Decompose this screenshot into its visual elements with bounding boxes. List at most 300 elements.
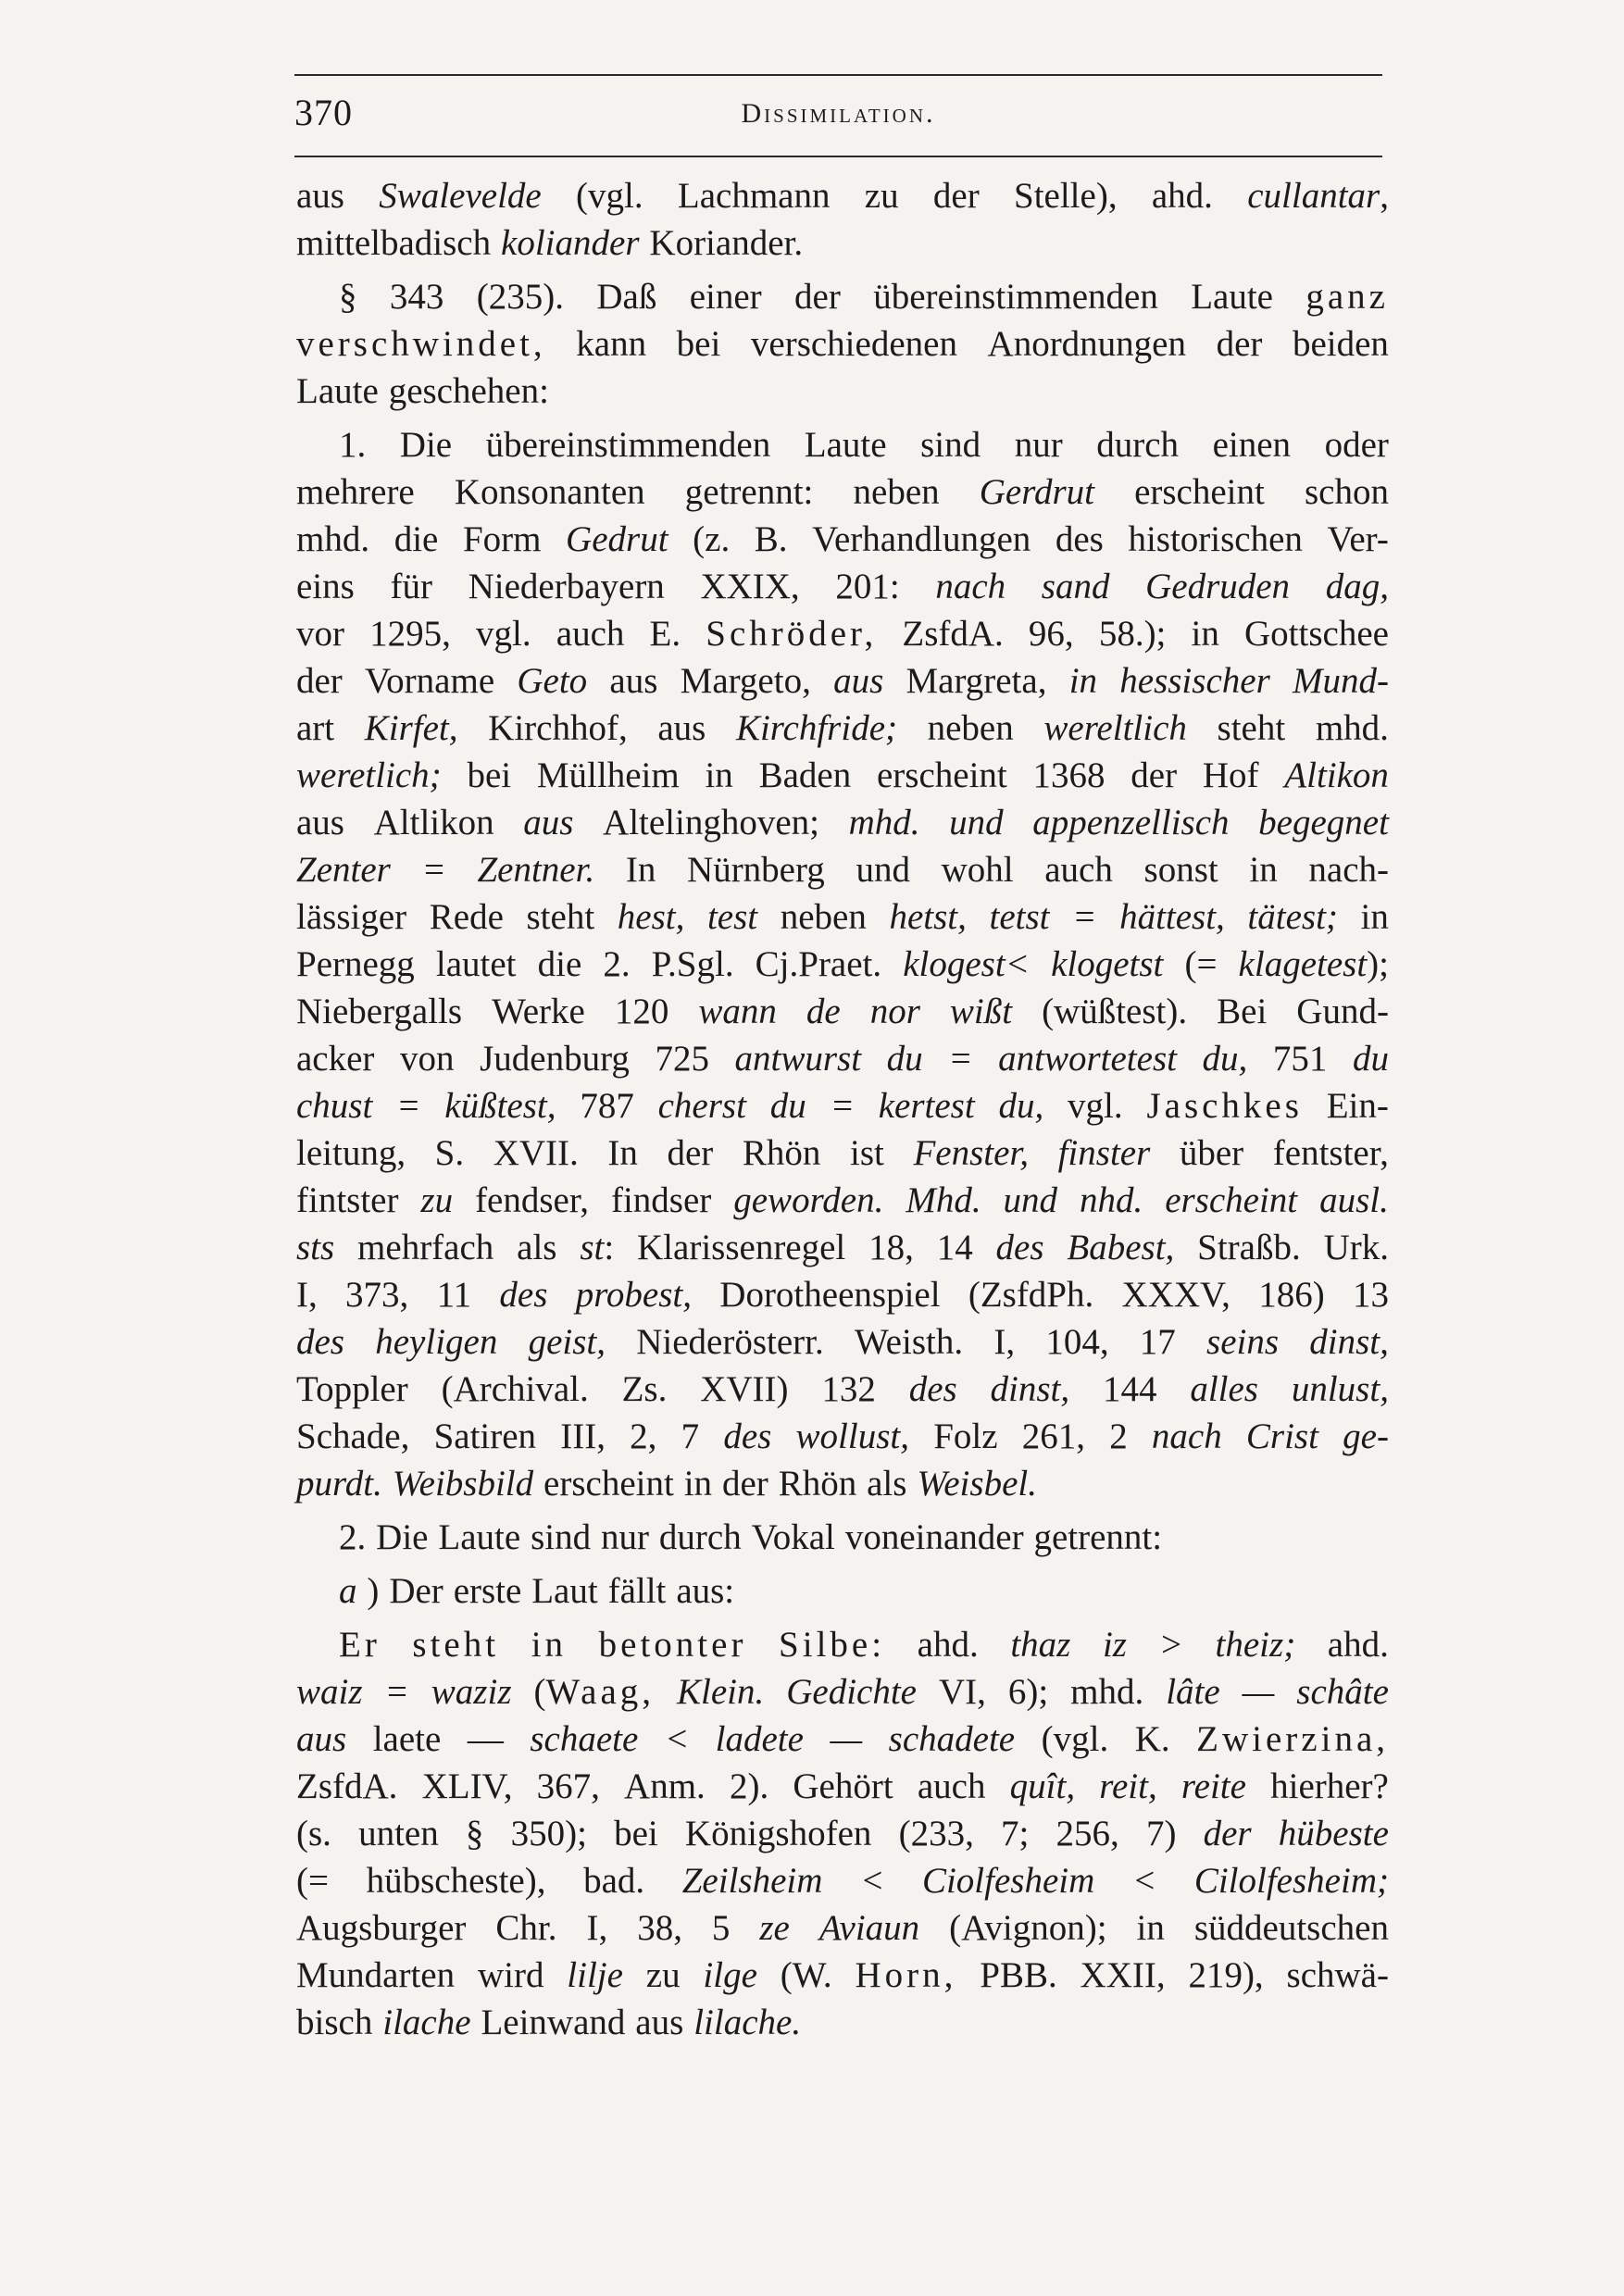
word: bei (467, 755, 512, 795)
word: Leinwand (481, 2003, 626, 2042)
word: iz (1102, 1625, 1127, 1665)
text-line (296, 1366, 1389, 1413)
word: des (908, 1369, 957, 1409)
word: Klein. (677, 1672, 765, 1712)
word: 14 (936, 1228, 973, 1267)
word: E. (649, 614, 681, 654)
word: Straßb. (1197, 1228, 1301, 1267)
word: Mhd. (906, 1180, 981, 1220)
word: bisch (296, 2003, 373, 2042)
word: nhd. (1079, 1180, 1143, 1220)
word: < (860, 1861, 885, 1901)
word: des (1055, 519, 1104, 559)
word: neben (927, 708, 1014, 748)
word: aus (609, 661, 658, 701)
word: neben (780, 897, 867, 937)
text-line (296, 1621, 1389, 1668)
word: ahd. (1151, 176, 1213, 216)
word: 38, (637, 1908, 682, 1948)
word: 186) (1258, 1275, 1325, 1315)
word: XXII, (1080, 1955, 1166, 1995)
body-text (296, 172, 1389, 2046)
word: erscheint (1165, 1180, 1298, 1220)
word: schwä- (1286, 1955, 1389, 1995)
word: st: (580, 1228, 615, 1267)
word: süddeutschen (1193, 1908, 1389, 1948)
word: 1295, (369, 614, 451, 654)
word: des (995, 1228, 1044, 1267)
word: auch (556, 614, 625, 654)
word: sind (531, 1517, 592, 1557)
word: über (1179, 1133, 1244, 1173)
word: 219), (1188, 1955, 1264, 1995)
word: tetst (989, 897, 1050, 937)
word: waiz (296, 1672, 363, 1712)
word: getrennt: (684, 472, 814, 512)
word: wereltlich (1043, 708, 1187, 748)
word: ZsfdA. (902, 614, 1004, 654)
word: 787 (580, 1086, 634, 1126)
text-line (296, 988, 1389, 1035)
word: der (794, 277, 841, 317)
word: Hof (1202, 755, 1259, 795)
text-line (296, 846, 1389, 893)
word: die (394, 519, 439, 559)
word: 2 (1109, 1416, 1128, 1456)
word: findser (610, 1180, 712, 1220)
word: de (806, 992, 841, 1031)
word: laete (372, 1719, 442, 1759)
text-line (296, 219, 1389, 267)
word: Ciolfesheim (921, 1861, 1095, 1901)
text-line (296, 1224, 1389, 1271)
word: 2). (729, 1766, 769, 1806)
word: wird (477, 1955, 544, 1995)
word: oder (1324, 425, 1389, 465)
word: Weibsbild (392, 1464, 534, 1504)
word: ist (849, 1133, 884, 1173)
word: der (1203, 1814, 1252, 1853)
word: Augsburger (296, 1908, 467, 1948)
word: begegnet (1258, 803, 1389, 842)
word: übereinstimmenden (873, 277, 1158, 317)
text-line (296, 1271, 1389, 1318)
word: klogetst (1051, 944, 1164, 984)
word: nur (1014, 425, 1063, 465)
word: — (830, 1719, 863, 1759)
word: mehrfach (357, 1228, 494, 1267)
word: lässiger (296, 897, 407, 937)
text-line (296, 273, 1389, 320)
word: XXIX, (700, 567, 800, 606)
word: steht (412, 1625, 500, 1665)
word: 725 (655, 1039, 709, 1079)
text-line (296, 705, 1389, 752)
word: aus (296, 176, 344, 216)
word: Ver- (1327, 519, 1389, 559)
text-line (296, 752, 1389, 799)
word: 13 (1352, 1275, 1389, 1315)
word: 373, (345, 1275, 409, 1315)
word: nur (600, 1517, 649, 1557)
word: I, (586, 1908, 608, 1948)
word: Konsonanten (454, 472, 645, 512)
word: P.Sgl. (651, 944, 734, 984)
word: ZsfdA. (296, 1766, 398, 1806)
word: K. (1134, 1719, 1170, 1759)
word: Judenburg (480, 1039, 630, 1079)
text-line (296, 468, 1389, 516)
word: 144 (1102, 1369, 1157, 1409)
word: Weisth. (854, 1322, 964, 1362)
word: getrennt: (1033, 1517, 1163, 1557)
word: In (625, 850, 656, 890)
word: koliander (501, 223, 640, 263)
word: in (683, 1464, 713, 1504)
word: (= (1184, 944, 1218, 984)
text-line (296, 1763, 1389, 1810)
word: steht (526, 897, 595, 937)
word: Gottschee (1244, 614, 1389, 654)
word: aus (635, 2003, 684, 2042)
word: weretlich; (296, 755, 442, 795)
word: klogest< (903, 944, 1031, 984)
word: a ) (339, 1571, 380, 1611)
word: (= (296, 1861, 329, 1901)
word: = (421, 850, 446, 890)
word: dag, (1325, 567, 1389, 606)
text-line (296, 657, 1389, 705)
word: XVII) (700, 1369, 789, 1409)
word: verschiedenen (750, 324, 957, 364)
word: als (517, 1228, 557, 1267)
word: du (886, 1039, 923, 1079)
word: geschehen: (388, 371, 549, 411)
word: neben (853, 472, 940, 512)
word: Margeto, (680, 661, 811, 701)
word: einer (689, 277, 762, 317)
word: test (706, 897, 758, 937)
word: (Avignon); (949, 1908, 1107, 1948)
word: auch (1044, 850, 1113, 890)
word: tätest; (1247, 897, 1338, 937)
word: aus (833, 661, 884, 701)
word: Geto (517, 661, 588, 701)
word: Werke (492, 992, 585, 1031)
word: des (499, 1275, 548, 1315)
word: Gedichte (786, 1672, 917, 1712)
word: Cj.Praet. (755, 944, 882, 984)
word: ausl. (1319, 1180, 1389, 1220)
word: Altlikon (373, 803, 494, 842)
word: du (769, 1086, 806, 1126)
word: der (667, 1133, 714, 1173)
word: Koriander. (649, 223, 804, 263)
word: 1. (339, 425, 367, 465)
word: reit, (1099, 1766, 1157, 1806)
word: Jaschkes (1146, 1086, 1303, 1126)
text-line (296, 1668, 1389, 1716)
word: 6); (1007, 1672, 1049, 1712)
word: kertest (878, 1086, 975, 1126)
word: Niederbayern (468, 567, 665, 606)
text-line (296, 421, 1389, 468)
text-line (296, 1413, 1389, 1460)
word: Fenster, (913, 1133, 1029, 1173)
word: erscheint (1134, 472, 1265, 512)
word: cherst (657, 1086, 746, 1126)
word: I, (993, 1322, 1016, 1362)
word: Nürnberg (687, 850, 825, 890)
word: unlust, (1291, 1369, 1389, 1409)
word: übereinstimmenden (485, 425, 771, 465)
text-line (296, 1129, 1389, 1177)
word: (s. (296, 1814, 331, 1853)
word: zu (864, 176, 899, 216)
word: in (1136, 1908, 1165, 1948)
word: schâte (1296, 1672, 1389, 1712)
word: wollust, (795, 1416, 909, 1456)
word: betonter (598, 1625, 747, 1665)
word: nach- (1308, 850, 1389, 890)
word: 96, (1028, 614, 1074, 654)
word: 104, (1045, 1322, 1109, 1362)
text-line (296, 1952, 1389, 1999)
word: vor (296, 614, 344, 654)
word: VI, (938, 1672, 986, 1712)
word: Vorname (365, 661, 495, 701)
word: zu (645, 1955, 681, 1995)
word: unten (358, 1814, 439, 1853)
word: seins (1206, 1322, 1280, 1362)
word: (wüßtest). (1042, 992, 1188, 1031)
word: mhd. (848, 803, 920, 842)
word: in (1068, 661, 1098, 701)
word: der (932, 176, 980, 216)
word: finster (1057, 1133, 1151, 1173)
text-line (296, 799, 1389, 846)
word: 2, (630, 1416, 657, 1456)
word: Verhandlungen (812, 519, 1031, 559)
word: durch (658, 1517, 742, 1557)
page-header (294, 74, 1382, 157)
word: 2. (339, 1517, 367, 1557)
word: wohl (941, 850, 1014, 890)
word: Gedrut (566, 519, 668, 559)
word: 2. (603, 944, 631, 984)
text-line (296, 172, 1389, 219)
word: Zeilsheim (681, 1861, 823, 1901)
word: Bei (1217, 992, 1268, 1031)
word: einen (1212, 425, 1292, 465)
word: Zwierzina, (1196, 1719, 1389, 1759)
word: Klarissenregel (637, 1228, 846, 1267)
word: = (830, 1086, 855, 1126)
word: mhd. (1070, 1672, 1144, 1712)
word: 17 (1139, 1322, 1176, 1362)
word: bei (614, 1814, 658, 1853)
word: Lachmann (677, 176, 831, 216)
word: wißt (949, 992, 1013, 1031)
word: 343 (389, 277, 444, 317)
word: voneinander (844, 1517, 1024, 1557)
word: du, (998, 1086, 1044, 1126)
word: nach (935, 567, 1006, 606)
word: Rhön (778, 1464, 857, 1504)
word: aus (296, 1719, 347, 1759)
word: verschwindet, (296, 324, 546, 364)
word: 201: (835, 567, 900, 606)
word: küßtest, (444, 1086, 556, 1126)
word: für (390, 567, 432, 606)
word: hetst, (889, 897, 967, 937)
word: dinst, (1309, 1322, 1389, 1362)
text-line (296, 1999, 1389, 2046)
word: Form (462, 519, 542, 559)
word: Mund- (1292, 661, 1389, 701)
word: Margreta, (906, 661, 1047, 701)
word: mehrere (296, 472, 415, 512)
word: ahd. (1327, 1625, 1389, 1665)
word: 367, (536, 1766, 600, 1806)
text-line (296, 1082, 1389, 1129)
word: hübscheste), (366, 1861, 546, 1901)
word: aus (296, 803, 344, 842)
word: 751 (1272, 1039, 1328, 1079)
word: in (1249, 850, 1278, 890)
word: fentster, (1272, 1133, 1389, 1173)
word: theiz; (1215, 1625, 1296, 1665)
word: reite (1181, 1766, 1246, 1806)
text-line (296, 610, 1389, 657)
word: Horn, (855, 1955, 957, 1995)
word: (235). (476, 277, 564, 317)
word: Der (389, 1571, 443, 1611)
word: < (664, 1719, 690, 1759)
text-line (296, 1810, 1389, 1857)
word: hübeste (1278, 1814, 1389, 1853)
word: heyligen (375, 1322, 498, 1362)
word: = (384, 1672, 409, 1712)
word: fendser, (475, 1180, 590, 1220)
word: Zentner. (477, 850, 595, 890)
word: Gund- (1296, 992, 1389, 1031)
word: = (1072, 897, 1097, 937)
text-line (296, 1460, 1389, 1507)
word: chust (296, 1086, 373, 1126)
word: = (948, 1039, 973, 1079)
word: Chr. (495, 1908, 557, 1948)
word: Folz (933, 1416, 998, 1456)
word: mhd. (296, 519, 370, 559)
word: > (1158, 1625, 1183, 1665)
word: — (1242, 1672, 1275, 1712)
word: in (531, 1625, 568, 1665)
word: ge- (1343, 1416, 1389, 1456)
word: XVII. (493, 1133, 579, 1173)
word: antwurst (734, 1039, 862, 1079)
word: antwortetest (998, 1039, 1177, 1079)
word: Anordnungen (987, 324, 1186, 364)
word: von (400, 1039, 455, 1079)
word: hierher? (1270, 1766, 1389, 1806)
word: nor (869, 992, 920, 1031)
word: In (607, 1133, 638, 1173)
page-number: 370 (294, 92, 353, 133)
word: fällt (607, 1571, 667, 1611)
word: und (856, 850, 910, 890)
word: (Archival. (441, 1369, 589, 1409)
text-line (296, 368, 1389, 415)
word: § (339, 277, 357, 317)
word: wann (698, 992, 777, 1031)
word: schaete (530, 1719, 639, 1759)
text-line (296, 1567, 1389, 1615)
word: vgl. (1068, 1086, 1123, 1126)
word: hest, (617, 897, 685, 937)
word: (vgl. (1041, 1719, 1109, 1759)
word: zu (420, 1180, 454, 1220)
word: in (1191, 614, 1219, 654)
word: (Waag, (533, 1672, 656, 1712)
word: 7; (1001, 1814, 1030, 1853)
word: (233, (898, 1814, 974, 1853)
word: (vgl. (576, 176, 643, 216)
word: (W. (780, 1955, 832, 1995)
word: 1368 (1032, 755, 1106, 795)
text-line (296, 1716, 1389, 1763)
word: Kirchfride; (735, 708, 897, 748)
word: geist, (528, 1322, 606, 1362)
word: thaz (1010, 1625, 1071, 1665)
word: Vokal (751, 1517, 835, 1557)
word: die (537, 944, 582, 984)
text-line (296, 563, 1389, 610)
word: 120 (614, 992, 669, 1031)
word: Rede (429, 897, 504, 937)
word: lilje (567, 1955, 623, 1995)
word: leitung, (296, 1133, 406, 1173)
word: der (1131, 755, 1178, 795)
word: der (296, 661, 343, 701)
word: Baden (758, 755, 852, 795)
word: nach (1151, 1416, 1222, 1456)
word: Swalevelde (379, 176, 542, 216)
word: des (296, 1322, 344, 1362)
word: Cilolfesheim; (1193, 1861, 1389, 1901)
word: probest, (575, 1275, 692, 1315)
text-line (296, 1904, 1389, 1952)
word: der (1216, 324, 1263, 364)
word: Altikon (1284, 755, 1389, 795)
word: Urk. (1323, 1228, 1389, 1267)
word: Weisbel. (917, 1464, 1037, 1504)
word: Stelle), (1014, 176, 1118, 216)
word: Silbe: (779, 1625, 886, 1665)
running-title-text: Dissimilation. (741, 98, 936, 129)
word: sind (920, 425, 981, 465)
word: schadete (888, 1719, 1016, 1759)
word: Satiren (433, 1416, 537, 1456)
word: (z. (693, 519, 731, 559)
word: Schröder, (706, 614, 878, 654)
word: als (867, 1464, 907, 1504)
word: 7 (681, 1416, 700, 1456)
word: geworden. (733, 1180, 884, 1220)
word: kann (576, 324, 647, 364)
word: durch (1096, 425, 1180, 465)
word: aus (523, 803, 574, 842)
